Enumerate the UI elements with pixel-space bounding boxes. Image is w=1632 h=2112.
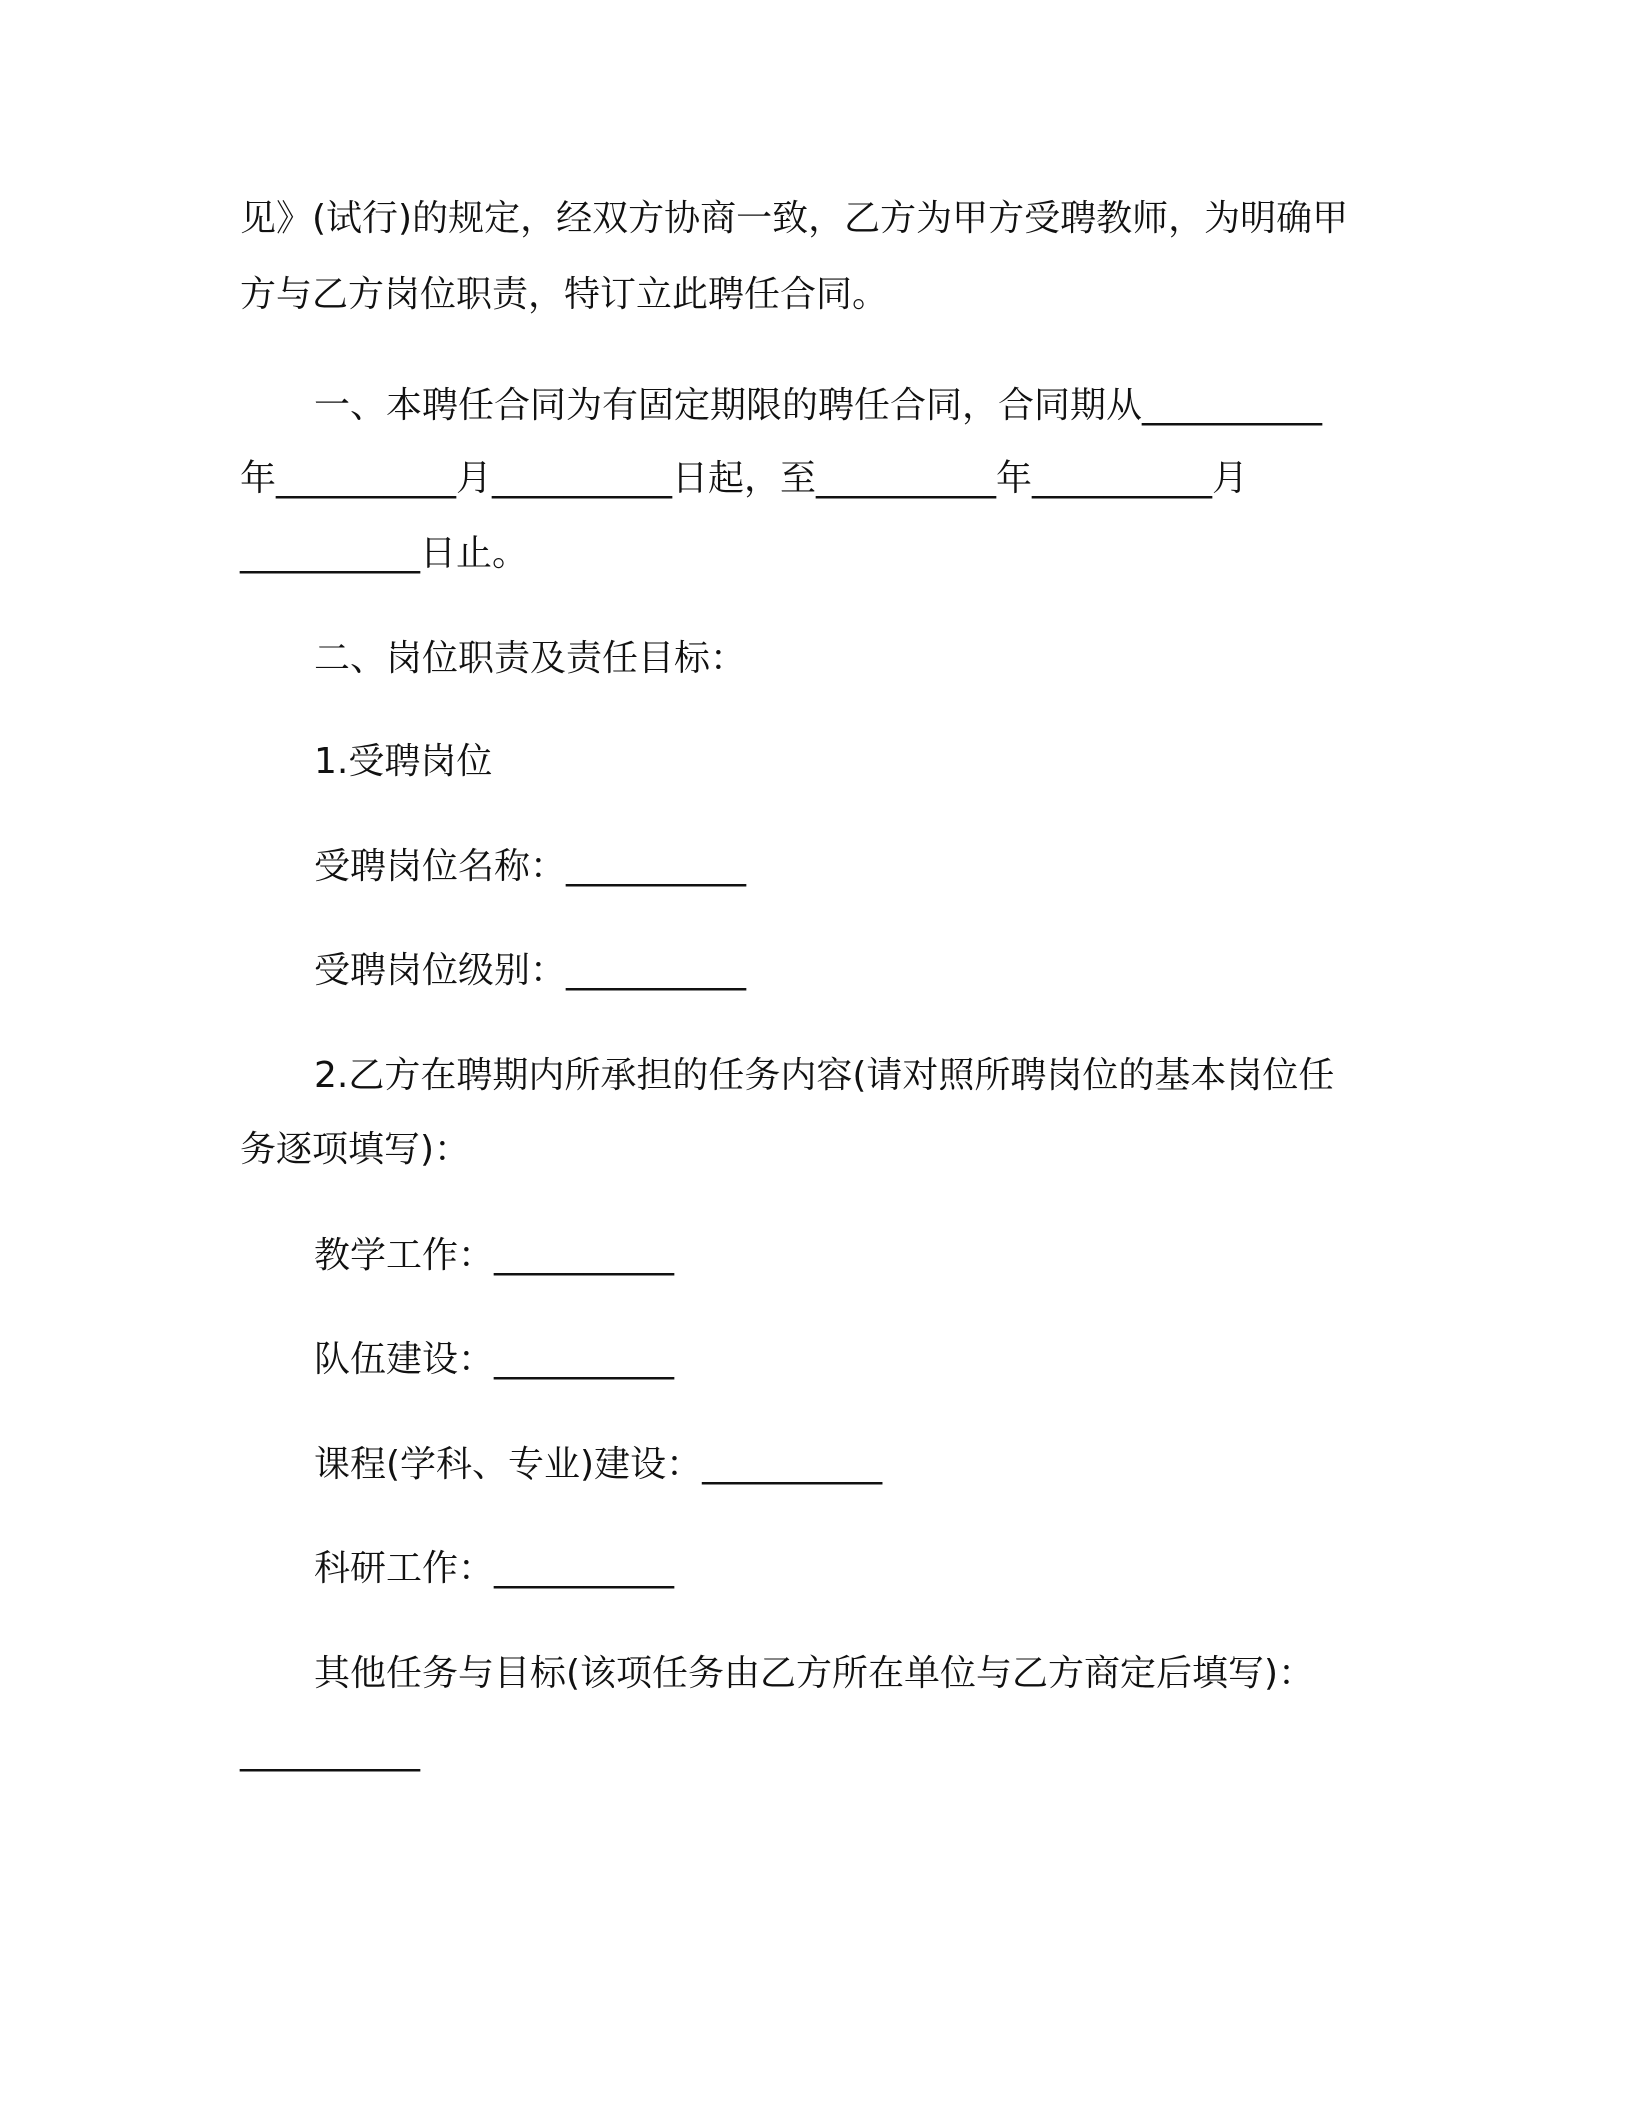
clause-1-line-3: __________日止。 [240,533,529,574]
item-1-heading: 1.受聘岗位 [314,741,493,782]
item-2-line-2: 务逐项填写)： [240,1129,471,1170]
research-work-line: 科研工作：__________ [314,1548,675,1589]
course-building-line: 课程(学科、专业)建设：__________ [314,1444,883,1485]
position-name-line: 受聘岗位名称：__________ [314,846,747,887]
position-level-line: 受聘岗位级别：__________ [314,950,747,991]
text-line-2: 方与乙方岗位职责，特订立此聘任合同。 [240,274,889,315]
clause-1-line-1: 一、本聘任合同为有固定期限的聘任合同，合同期从__________ [314,385,1323,426]
other-tasks-line: 其他任务与目标(该项任务由乙方所在单位与乙方商定后填写)： [314,1653,1315,1694]
clause-1-line-2: 年__________月__________日起，至__________年__________月 [240,458,1249,499]
section-2-heading: 二、岗位职责及责任目标： [314,638,747,679]
teaching-work-line: 教学工作：__________ [314,1235,675,1276]
team-building-line: 队伍建设：__________ [314,1339,675,1380]
text-line-1: 见》(试行)的规定，经双方协商一致，乙方为甲方受聘教师，为明确甲 [240,198,1349,239]
item-2-line-1: 2.乙方在聘期内所承担的任务内容(请对照所聘岗位的基本岗位任 [314,1055,1335,1096]
other-tasks-blank: __________ [240,1731,420,1772]
